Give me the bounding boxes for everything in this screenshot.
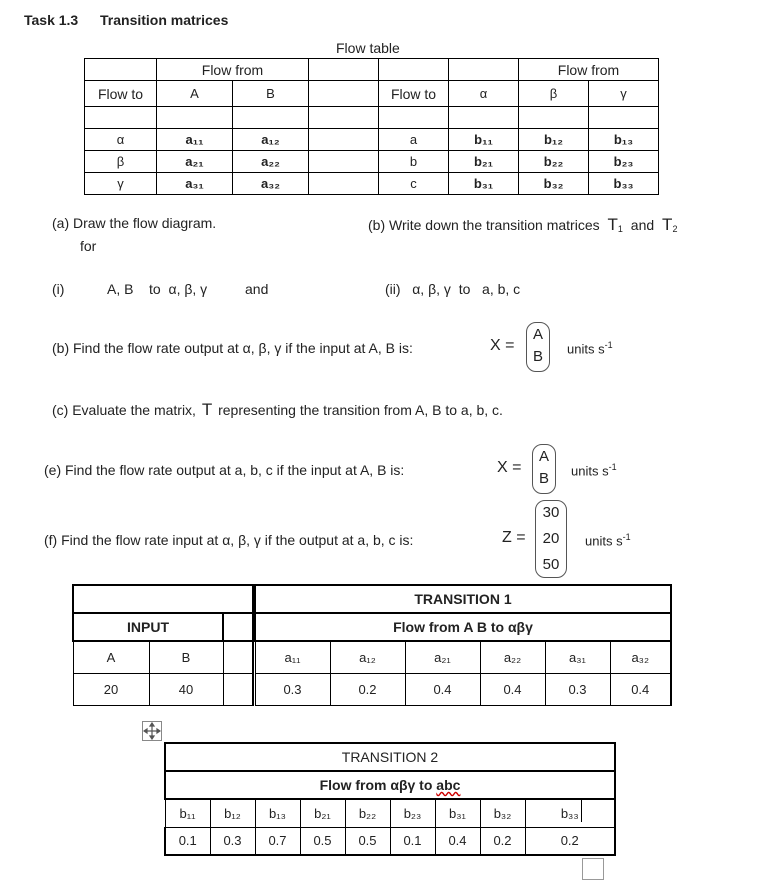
left-row-label: α — [85, 129, 157, 151]
units-text: units s — [585, 533, 623, 549]
b-value: 0.2 — [480, 827, 525, 855]
right-coef-cell: b₂₂ — [519, 151, 589, 173]
b-header: b₂₁ — [300, 799, 345, 827]
right-flow-from-header: Flow from — [519, 59, 659, 81]
question-c-rest: representing the transition from A, B to a, b, c. — [218, 402, 503, 418]
left-header-cell: B — [233, 81, 309, 107]
flow-table-cell — [379, 59, 449, 81]
b-value: 0.5 — [345, 827, 390, 855]
transition1-subtitle: Flow from A B to αβγ — [255, 613, 671, 641]
right-coef-cell: b₂₃ — [589, 151, 659, 173]
transition2-subtitle — [165, 771, 615, 799]
right-coef-cell: b₃₂ — [519, 173, 589, 195]
task-number: Task 1.3 — [24, 12, 79, 28]
question-c — [52, 400, 503, 420]
flow-table-cell — [309, 59, 379, 81]
z-entry: 20 — [542, 530, 560, 547]
coef-value: 0.4 — [405, 673, 480, 705]
flow-table-cell — [309, 173, 379, 195]
x-label: X = — [490, 337, 515, 354]
right-coef-cell: b₂₁ — [449, 151, 519, 173]
flow-table-cell — [309, 81, 379, 107]
b-value: 0.1 — [390, 827, 435, 855]
move-arrows-icon — [143, 722, 161, 740]
flow-table-cell — [309, 129, 379, 151]
right-coef-cell: b₁₃ — [589, 129, 659, 151]
coef-header: a₂₂ — [480, 641, 545, 673]
right-row-label: b — [379, 151, 449, 173]
b-value: 0.2 — [525, 827, 615, 855]
right-header-cell: β — [519, 81, 589, 107]
b-header: b₂₃ — [390, 799, 435, 827]
right-coef-cell: b₁₁ — [449, 129, 519, 151]
coef-value: 0.4 — [480, 673, 545, 705]
coef-value: 0.3 — [545, 673, 610, 705]
b-value: 0.1 — [165, 827, 210, 855]
part-i-label: (i) — [52, 281, 65, 297]
question-b-flow-rate: (b) Find the flow rate output at α, β, γ if the input at A, B is: — [52, 340, 413, 356]
left-coef-cell: a₁₁ — [157, 129, 233, 151]
flow-table-cell — [449, 59, 519, 81]
left-flow-from-header: Flow from — [157, 59, 309, 81]
flow-table-cell — [589, 107, 659, 129]
flow-table-cell — [233, 107, 309, 129]
transition2-title: TRANSITION 2 — [165, 743, 615, 771]
right-row-label: c — [379, 173, 449, 195]
right-coef-cell: b₃₃ — [589, 173, 659, 195]
question-b-transition — [368, 215, 677, 235]
units-label — [585, 532, 631, 548]
flow-table — [84, 58, 659, 195]
units-label — [567, 340, 613, 356]
flow-table-cell — [379, 107, 449, 129]
x-entry: A — [538, 448, 549, 465]
question-a-continued: for — [80, 238, 97, 254]
left-coef-cell: a₂₁ — [157, 151, 233, 173]
input-header-a: A — [73, 641, 149, 673]
question-a: (a) Draw the flow diagram. — [52, 215, 217, 231]
right-coef-cell: b₁₂ — [519, 129, 589, 151]
transition1-title: TRANSITION 1 — [255, 585, 671, 613]
b-value: 0.4 — [435, 827, 480, 855]
and-word: and — [630, 217, 655, 233]
right-header-cell: α — [449, 81, 519, 107]
right-coef-cell: b₃₁ — [449, 173, 519, 195]
flow-table-caption: Flow table — [336, 40, 400, 56]
units-exponent: -1 — [622, 532, 631, 542]
b-value: 0.7 — [255, 827, 300, 855]
flow-table-cell — [449, 107, 519, 129]
t-symbol: T — [662, 215, 673, 234]
left-coef-cell: a₂₂ — [233, 151, 309, 173]
z-entry: 30 — [542, 504, 560, 521]
b-header: b₃₃ — [525, 799, 615, 827]
t-symbol: T — [607, 215, 618, 234]
coef-value: 0.3 — [255, 673, 330, 705]
input-value-b: 40 — [149, 673, 223, 705]
flow-table-cell — [309, 107, 379, 129]
coef-header: a₁₂ — [330, 641, 405, 673]
b-header: b₂₂ — [345, 799, 390, 827]
table-resize-handle[interactable] — [582, 858, 604, 880]
z-label: Z = — [502, 529, 526, 546]
transition2-table — [164, 742, 616, 856]
input-value-a: 20 — [73, 673, 149, 705]
coef-header: a₁₁ — [255, 641, 330, 673]
flow-table-cell — [85, 107, 157, 129]
input-label: INPUT — [73, 613, 223, 641]
b-header: b₁₃ — [255, 799, 300, 827]
coef-header: a₃₁ — [545, 641, 610, 673]
left-row-label: γ — [85, 173, 157, 195]
t-symbol: T — [201, 400, 213, 419]
flow-table-cell — [157, 107, 233, 129]
left-coef-cell: a₃₁ — [157, 173, 233, 195]
right-header-flow-to: Flow to — [379, 81, 449, 107]
flow-table-cell — [519, 107, 589, 129]
input-table-blank — [223, 673, 253, 705]
input-table-blank — [223, 613, 253, 641]
question-b-text: (b) Write down the transition matrices — [368, 217, 600, 233]
page-title: Transition matrices — [100, 12, 229, 28]
x-entry: B — [538, 470, 549, 487]
left-header-flow-to: Flow to — [85, 81, 157, 107]
b-header: b₁₂ — [210, 799, 255, 827]
coef-value: 0.4 — [610, 673, 671, 705]
flow-table-cell — [309, 151, 379, 173]
transition2-subtitle-text: Flow from αβγ to — [319, 777, 433, 793]
t-subscript: 1 — [617, 224, 623, 234]
b-header: b₃₁ — [435, 799, 480, 827]
x-entry: B — [532, 348, 543, 365]
units-text: units s — [567, 341, 605, 357]
coef-header: a₂₁ — [405, 641, 480, 673]
question-f: (f) Find the flow rate input at α, β, γ if the output at a, b, c is: — [44, 532, 414, 548]
x-label: X = — [497, 459, 522, 476]
x-entry: A — [532, 326, 543, 343]
x-matrix — [526, 322, 550, 372]
z-entry: 50 — [542, 556, 560, 573]
question-c-text: (c) Evaluate the matrix, — [52, 402, 196, 418]
transition1-input-table — [72, 584, 254, 706]
input-table-blank — [73, 585, 253, 613]
move-handle-icon[interactable] — [142, 721, 162, 741]
units-label — [571, 462, 617, 478]
b-value: 0.5 — [300, 827, 345, 855]
z-matrix — [535, 500, 567, 578]
transition2-subtitle-abc: abc — [436, 777, 461, 793]
part-i-and: and — [245, 281, 269, 297]
units-exponent: -1 — [608, 462, 617, 472]
right-header-cell: γ — [589, 81, 659, 107]
text-cursor — [581, 800, 582, 822]
units-text: units s — [571, 463, 609, 479]
transition1-table — [254, 584, 672, 706]
coef-header: a₃₂ — [610, 641, 671, 673]
input-header-b: B — [149, 641, 223, 673]
right-row-label: a — [379, 129, 449, 151]
left-header-cell: A — [157, 81, 233, 107]
part-ii-text: (ii) α, β, γ to a, b, c — [385, 281, 521, 297]
b-header: b₃₂ — [480, 799, 525, 827]
x-matrix — [532, 444, 556, 494]
flow-table-cell — [85, 59, 157, 81]
input-table-blank — [223, 641, 253, 673]
left-row-label: β — [85, 151, 157, 173]
b-value: 0.3 — [210, 827, 255, 855]
b-header: b₁₁ — [165, 799, 210, 827]
left-coef-cell: a₃₂ — [233, 173, 309, 195]
t-subscript: 2 — [672, 224, 678, 234]
question-e: (e) Find the flow rate output at a, b, c if the input at A, B is: — [44, 462, 405, 478]
coef-value: 0.2 — [330, 673, 405, 705]
units-exponent: -1 — [604, 340, 613, 350]
part-i-text: A, B to α, β, γ — [107, 281, 208, 297]
left-coef-cell: a₁₂ — [233, 129, 309, 151]
